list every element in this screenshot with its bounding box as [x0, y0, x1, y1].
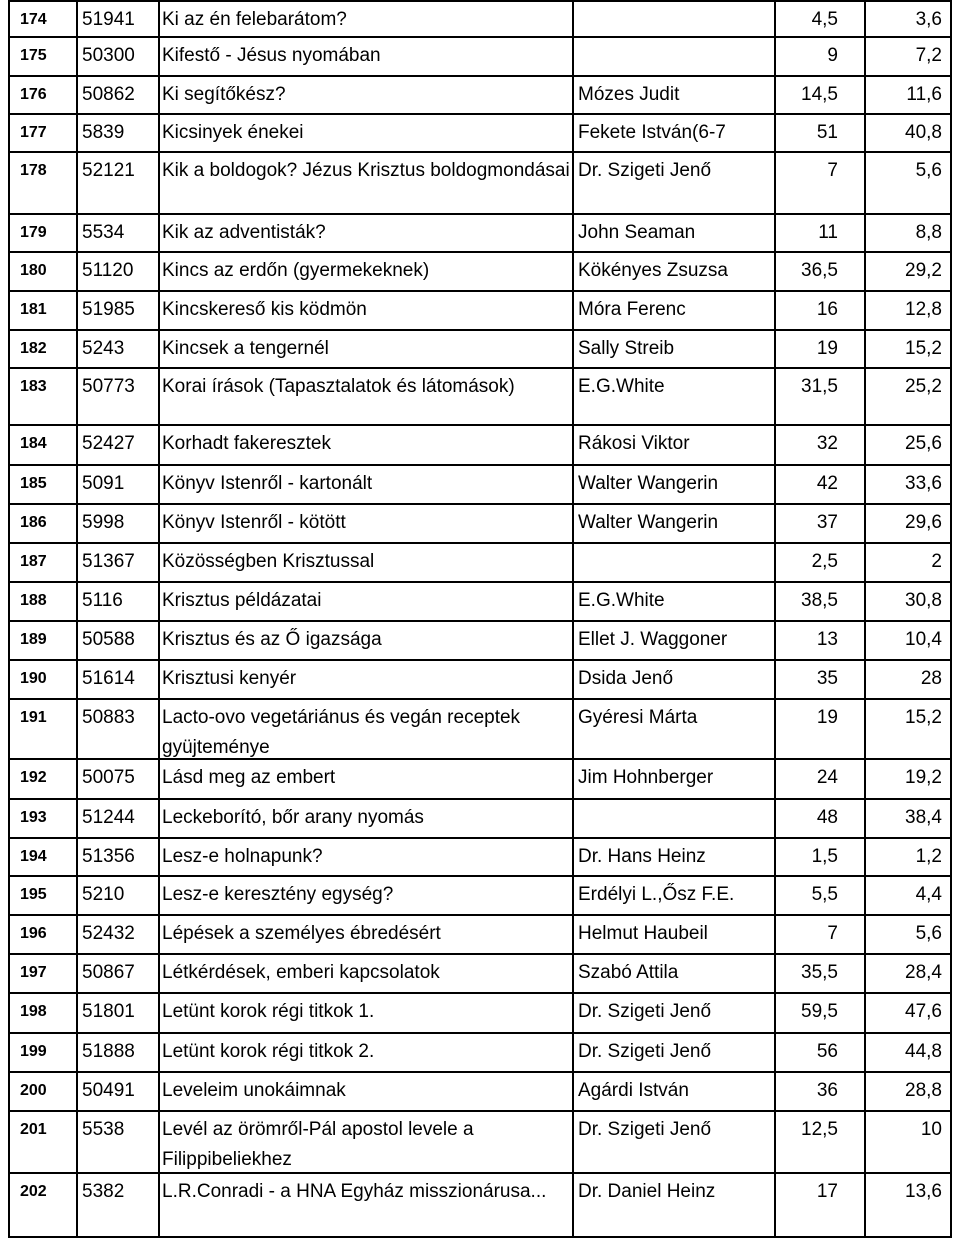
book-author: Dr. Szigeti Jenő	[574, 1034, 776, 1071]
list-price: 59,5	[776, 994, 866, 1032]
book-title: Krisztusi kenyér	[160, 661, 574, 698]
book-title: Lásd meg az embert	[160, 760, 574, 798]
table-row	[8, 583, 952, 622]
list-price: 2,5	[776, 544, 866, 581]
table-row	[8, 466, 952, 505]
item-code: 51614	[78, 661, 160, 698]
discount-price: 33,6	[866, 466, 952, 503]
table-row	[8, 622, 952, 661]
book-title: Letünt korok régi titkok 2.	[160, 1034, 574, 1071]
book-author: E.G.White	[574, 369, 776, 424]
book-title: Letünt korok régi titkok 1.	[160, 994, 574, 1032]
list-price: 51	[776, 115, 866, 151]
row-number: 188	[8, 583, 78, 620]
book-author	[574, 38, 776, 75]
list-price: 4,5	[776, 2, 866, 36]
item-code: 50773	[78, 369, 160, 424]
book-author	[574, 800, 776, 837]
list-price: 13	[776, 622, 866, 659]
table-row	[8, 955, 952, 994]
book-author: Dr. Daniel Heinz	[574, 1174, 776, 1236]
list-price: 38,5	[776, 583, 866, 620]
list-price: 12,5	[776, 1112, 866, 1172]
book-author: Mózes Judit	[574, 77, 776, 113]
book-author: Dsida Jenő	[574, 661, 776, 698]
row-number: 196	[8, 916, 78, 953]
book-title: Lesz-e keresztény egység?	[160, 877, 574, 914]
discount-price: 15,2	[866, 700, 952, 758]
book-title: Kincsek a tengernél	[160, 331, 574, 367]
discount-price: 5,6	[866, 916, 952, 953]
item-code: 5998	[78, 505, 160, 542]
table-row	[8, 1112, 952, 1174]
book-title: Kincskereső kis ködmön	[160, 292, 574, 329]
discount-price: 44,8	[866, 1034, 952, 1071]
book-title: Korhadt fakeresztek	[160, 426, 574, 464]
list-price: 32	[776, 426, 866, 464]
book-author: Ellet J. Waggoner	[574, 622, 776, 659]
book-author: Dr. Szigeti Jenő	[574, 153, 776, 213]
book-title: Lépések a személyes ébredésért	[160, 916, 574, 953]
discount-price: 28	[866, 661, 952, 698]
item-code: 50588	[78, 622, 160, 659]
list-price: 16	[776, 292, 866, 329]
discount-price: 5,6	[866, 153, 952, 213]
book-author: Rákosi Viktor	[574, 426, 776, 464]
row-number: 191	[8, 700, 78, 758]
row-number: 202	[8, 1174, 78, 1236]
book-author	[574, 544, 776, 581]
row-number: 177	[8, 115, 78, 151]
book-title: Ki az én felebarátom?	[160, 2, 574, 36]
discount-price: 25,6	[866, 426, 952, 464]
row-number: 186	[8, 505, 78, 542]
list-price: 7	[776, 153, 866, 213]
row-number: 201	[8, 1112, 78, 1172]
book-title: Kifestő - Jésus nyomában	[160, 38, 574, 75]
book-title: Könyv Istenről - kötött	[160, 505, 574, 542]
table-row	[8, 38, 952, 77]
discount-price: 29,2	[866, 253, 952, 290]
discount-price: 29,6	[866, 505, 952, 542]
row-number: 176	[8, 77, 78, 113]
list-price: 19	[776, 331, 866, 367]
item-code: 5534	[78, 215, 160, 251]
list-price: 7	[776, 916, 866, 953]
table-row	[8, 1034, 952, 1073]
table-row	[8, 1174, 952, 1238]
book-author: John Seaman	[574, 215, 776, 251]
item-code: 51985	[78, 292, 160, 329]
book-title: Kik a boldogok? Jézus Krisztus boldogmondásai	[160, 153, 574, 213]
row-number: 194	[8, 839, 78, 875]
list-price: 35	[776, 661, 866, 698]
row-number: 180	[8, 253, 78, 290]
table-row	[8, 700, 952, 760]
discount-price: 3,6	[866, 2, 952, 36]
item-code: 5091	[78, 466, 160, 503]
book-author: Szabó Attila	[574, 955, 776, 992]
book-author: Helmut Haubeil	[574, 916, 776, 953]
discount-price: 28,4	[866, 955, 952, 992]
table-row	[8, 426, 952, 466]
discount-price: 25,2	[866, 369, 952, 424]
discount-price: 38,4	[866, 800, 952, 837]
book-author: Gyéresi Márta	[574, 700, 776, 758]
discount-price: 15,2	[866, 331, 952, 367]
discount-price: 40,8	[866, 115, 952, 151]
item-code: 51367	[78, 544, 160, 581]
list-price: 36	[776, 1073, 866, 1110]
list-price: 17	[776, 1174, 866, 1236]
item-code: 50862	[78, 77, 160, 113]
item-code: 51888	[78, 1034, 160, 1071]
book-title: Kicsinyek énekei	[160, 115, 574, 151]
list-price: 24	[776, 760, 866, 798]
list-price: 35,5	[776, 955, 866, 992]
book-author: Walter Wangerin	[574, 505, 776, 542]
list-price: 37	[776, 505, 866, 542]
book-author: Móra Ferenc	[574, 292, 776, 329]
book-title: Lesz-e holnapunk?	[160, 839, 574, 875]
book-title: Krisztus példázatai	[160, 583, 574, 620]
discount-price: 10,4	[866, 622, 952, 659]
book-title: Leveleim unokáimnak	[160, 1073, 574, 1110]
book-author: Dr. Hans Heinz	[574, 839, 776, 875]
table-row	[8, 544, 952, 583]
discount-price: 11,6	[866, 77, 952, 113]
item-code: 5382	[78, 1174, 160, 1236]
item-code: 51244	[78, 800, 160, 837]
row-number: 200	[8, 1073, 78, 1110]
list-price: 19	[776, 700, 866, 758]
table-row	[8, 253, 952, 292]
book-title: Kincs az erdőn (gyermekeknek)	[160, 253, 574, 290]
book-title: Leckeborító, bőr arany nyomás	[160, 800, 574, 837]
table-row	[8, 153, 952, 215]
table-row	[8, 505, 952, 544]
row-number: 199	[8, 1034, 78, 1071]
table-row	[8, 0, 952, 38]
table-row	[8, 994, 952, 1034]
table-row	[8, 77, 952, 115]
book-title: Könyv Istenről - kartonált	[160, 466, 574, 503]
list-price: 48	[776, 800, 866, 837]
row-number: 174	[8, 2, 78, 36]
list-price: 36,5	[776, 253, 866, 290]
book-title: Krisztus és az Ő igazsága	[160, 622, 574, 659]
discount-price: 7,2	[866, 38, 952, 75]
book-author: Jim Hohnberger	[574, 760, 776, 798]
row-number: 182	[8, 331, 78, 367]
discount-price: 8,8	[866, 215, 952, 251]
book-author: Dr. Szigeti Jenő	[574, 994, 776, 1032]
table-row	[8, 661, 952, 700]
row-number: 181	[8, 292, 78, 329]
list-price: 11	[776, 215, 866, 251]
book-author: Fekete István(6-7	[574, 115, 776, 151]
table-row	[8, 292, 952, 331]
list-price: 56	[776, 1034, 866, 1071]
book-author: Agárdi István	[574, 1073, 776, 1110]
book-title: Közösségben Krisztussal	[160, 544, 574, 581]
table-row	[8, 1073, 952, 1112]
discount-price: 2	[866, 544, 952, 581]
row-number: 198	[8, 994, 78, 1032]
book-title: Ki segítőkész?	[160, 77, 574, 113]
row-number: 175	[8, 38, 78, 75]
item-code: 51941	[78, 2, 160, 36]
table-row	[8, 916, 952, 955]
row-number: 189	[8, 622, 78, 659]
item-code: 5839	[78, 115, 160, 151]
table-row	[8, 331, 952, 369]
row-number: 178	[8, 153, 78, 213]
discount-price: 10	[866, 1112, 952, 1172]
book-title: Kik az adventisták?	[160, 215, 574, 251]
table-row	[8, 877, 952, 916]
item-code: 50300	[78, 38, 160, 75]
item-code: 51120	[78, 253, 160, 290]
discount-price: 1,2	[866, 839, 952, 875]
item-code: 5243	[78, 331, 160, 367]
row-number: 179	[8, 215, 78, 251]
discount-price: 30,8	[866, 583, 952, 620]
row-number: 197	[8, 955, 78, 992]
book-author: Walter Wangerin	[574, 466, 776, 503]
table-row	[8, 215, 952, 253]
discount-price: 4,4	[866, 877, 952, 914]
item-code: 5538	[78, 1112, 160, 1172]
list-price: 14,5	[776, 77, 866, 113]
table-row	[8, 800, 952, 839]
list-price: 31,5	[776, 369, 866, 424]
book-title: Lacto-ovo vegetáriánus és vegán receptek gyüjteménye	[160, 700, 574, 758]
book-author: Sally Streib	[574, 331, 776, 367]
item-code: 50867	[78, 955, 160, 992]
table-row	[8, 760, 952, 800]
item-code: 5116	[78, 583, 160, 620]
discount-price: 12,8	[866, 292, 952, 329]
table-row	[8, 115, 952, 153]
book-author: Kökényes Zsuzsa	[574, 253, 776, 290]
item-code: 50883	[78, 700, 160, 758]
discount-price: 28,8	[866, 1073, 952, 1110]
table-row	[8, 369, 952, 426]
item-code: 52432	[78, 916, 160, 953]
item-code: 52427	[78, 426, 160, 464]
book-author: Erdélyi L.,Ősz F.E.	[574, 877, 776, 914]
row-number: 187	[8, 544, 78, 581]
item-code: 50075	[78, 760, 160, 798]
book-author	[574, 2, 776, 36]
list-price: 9	[776, 38, 866, 75]
item-code: 50491	[78, 1073, 160, 1110]
item-code: 51356	[78, 839, 160, 875]
row-number: 185	[8, 466, 78, 503]
row-number: 193	[8, 800, 78, 837]
book-title: Korai írások (Tapasztalatok és látomások)	[160, 369, 574, 424]
list-price: 5,5	[776, 877, 866, 914]
book-author: Dr. Szigeti Jenő	[574, 1112, 776, 1172]
row-number: 183	[8, 369, 78, 424]
item-code: 51801	[78, 994, 160, 1032]
table-row	[8, 839, 952, 877]
book-author: E.G.White	[574, 583, 776, 620]
book-title: Létkérdések, emberi kapcsolatok	[160, 955, 574, 992]
item-code: 52121	[78, 153, 160, 213]
book-title: Levél az örömről-Pál apostol levele a Filippibeliekhez	[160, 1112, 574, 1172]
row-number: 192	[8, 760, 78, 798]
book-title: L.R.Conradi - a HNA Egyház misszionárusa...	[160, 1174, 574, 1236]
discount-price: 19,2	[866, 760, 952, 798]
row-number: 190	[8, 661, 78, 698]
row-number: 184	[8, 426, 78, 464]
item-code: 5210	[78, 877, 160, 914]
row-number: 195	[8, 877, 78, 914]
discount-price: 47,6	[866, 994, 952, 1032]
list-price: 1,5	[776, 839, 866, 875]
list-price: 42	[776, 466, 866, 503]
discount-price: 13,6	[866, 1174, 952, 1236]
